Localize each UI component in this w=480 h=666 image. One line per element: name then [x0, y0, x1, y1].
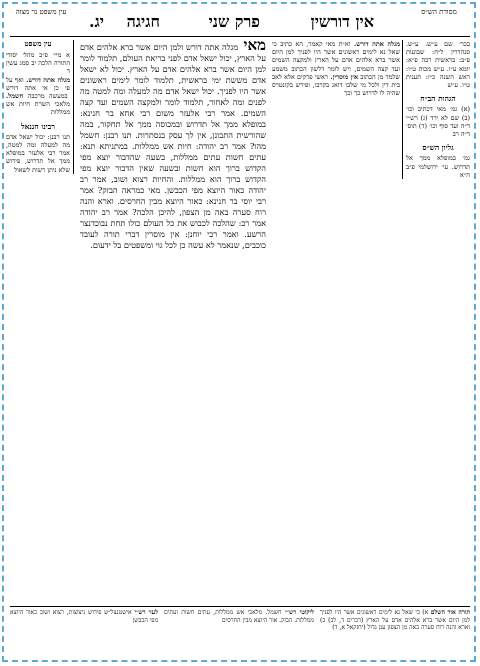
mesoret-header-box: מסורת הש״ס: [421, 8, 457, 16]
gemara-text: מגלה אתה דורש ולמן היום אשר ברא אלהים אדם על הארץ, יכול ישאל אדם לפני בריאת העולם, תלמוד לומר למן היום אשר ברא אלהים אדם על הארץ. יכול לא ישאל אדם מששת ימי בראשית, תלמוד לומר לימים ראשונים אשר היו לפניך. יכול ישאל אדם מה למעלה ומה למטה מה לפנים ומה לאחור, תלמוד לומר ולמקצה השמים ועד קצה השמים. אמר רבי אלעזר משום רבי אחא בר חנינא: במופלא ממך אל תדרוש ובמכוסה ממך אל תחקור, במה שהורשית התבונן, אין לך עסק בנסתרות. תנו רבנן: חשמל מהו? אמר רב יהודה: חיות אש ממללות. במתניתא תנא: עתים חשות עתים ממללות, בשעה שהדבור יוצא מפי הקדוש ברוך הוא חשות ובשעה שאין הדבור יוצא מפי הקדוש ברוך הוא ממללות. והחיות רצוא ושוב, אמר רב יהודה כאור היוצא מפי הכבשן. מאי כמראה הבזק? אמר רבי יוסי בר חנינא: כאור היוצא מבין החרסים. וארא והנה רוח סערה באה מן הצפון, להיכן הלכה? אמר רב יהודה אמר רב: שהלכה לכבוש את כל העולם כולו תחת נבוכדנצר הרשע. ואמר רבי יוחנן: אין מוסרין דברי תורה לעובד כוכבים, שנאמר לא עשה כן לכל גוי ומשפטים בל ידעום.: [80, 42, 266, 250]
laazei-rashi-text: אישטנצל״ש פירוש ניצוצות, רצוא ושוב כאור היוצא מפי הכבשן: [10, 609, 158, 624]
tosafot-lemma: אין מוסרין.: [328, 72, 359, 81]
gemara-opening-word: מאי: [238, 40, 266, 54]
ein-mishpat-text: א מיי׳ פ״ב מהל׳ יסודי התורה הלכה יב סמג עשין ד: [6, 51, 70, 76]
ein-mishpat-label: עין משפט: [24, 40, 52, 48]
tosafot-text: וא״ת מאי קאמר, הא כתיב כי שאל נא לימים ראשונים אשר היו לפניך למן היום אשר ברא אלהים אדם על הארץ ולמקצה השמים ועד קצה השמים, ויש לומר דלשון הכתוב משמע שלמד מן הכתוב: [272, 40, 400, 81]
gemara-column: [80, 40, 266, 251]
tractate-name: חגיגה: [126, 12, 160, 31]
torah-or-text: א) כי שאל נא לימים ראשונים אשר היו לפניך למן היום אשר ברא אלהים אדם על הארץ (דברים ד, לב) ב) וארא והנה רוח סערה באה מן הצפון ענן גדול (יחזקאל א, ד): [320, 609, 470, 631]
likutei-rashi-block: [164, 609, 314, 655]
tosafot-column: [272, 40, 400, 97]
rashi-text: מלאכי השרת חיות אש ממללות: [6, 100, 70, 117]
page-footer: [10, 609, 470, 655]
rashi-lemma: חשמל.: [6, 92, 24, 101]
torah-or-label: תורה אור השלם: [428, 609, 470, 616]
footer-divider: [10, 606, 470, 607]
page-header: [10, 6, 470, 37]
gilyon-notes: גמ׳ במופלא ממך אל תדרוש. עי׳ ירושלמי פ״ב ה״א: [406, 154, 470, 179]
rashi-column: [6, 40, 74, 174]
ein-mishpat-header-box: עין משפט נר מצוה: [15, 8, 67, 16]
page-content: [6, 6, 470, 658]
mesoret-text: בכר׳ שם ע״ש. ע״ש. סנהדרין ל״ח: שבועות פ״ב: בראשית רבה פ״א: יומא ע״ו. ע״ש מכות ט״ו: ראש השנה כ״ז: תענית ט״ו. ע״ש: [406, 40, 470, 90]
likutei-rashi-label: ליקוטי רש״י: [281, 609, 314, 616]
laazei-rashi-label: לעזי רש״י: [131, 609, 158, 616]
hagahot-heading: הגהות הב״ח: [420, 94, 456, 104]
tosafot-lemma: מגלה אתה דורש.: [350, 40, 400, 48]
mesoret-hashas-column: [402, 40, 470, 179]
page-number: יג.: [88, 12, 104, 31]
rabbeinu-chananel-text: תנו רבנן: יכול ישאל אדם מה למעלה ומה למטה, אמר רבי אלעזר במופלא ממך אל תדרוש, פירוש שלא ניתן רשות לשאול: [6, 132, 70, 174]
rashi-lemma: מגלה אתה דורש.: [23, 75, 70, 84]
likutei-rashi-text: חשמל. מלאכי אש ממללות, עתים חשות ועתים ממללות. הבזק. אור היוצא מבין החרסים: [164, 609, 314, 624]
gilyon-heading: גליון הש״ס: [422, 143, 454, 153]
tosafot-text: ראשי פרקים אלא לאב בית דין ולכל מי שלבו דואג בקרבו, ופירש בקונטרס שהיה לו לדרוש כך וכך: [272, 72, 400, 98]
chapter-number: פרק שני: [208, 12, 260, 31]
laazei-rashi-block: [10, 609, 158, 655]
chapter-name: אין דורשין: [310, 12, 374, 31]
rabbeinu-chananel-heading: רבינו חננאל: [21, 121, 55, 131]
torah-or-block: [320, 609, 470, 655]
hagahot-notes: (א) גמ׳ מאי דכתיב וכו׳ (ב) שם לא ירד (ג) רש״י ד״ה ועד סוף וכו׳ (ד) תוס׳ ד״ה רב: [406, 105, 470, 139]
rashi-text: ואף על פי כן אי אתה דורש במעשה מרכבה: [6, 75, 70, 101]
